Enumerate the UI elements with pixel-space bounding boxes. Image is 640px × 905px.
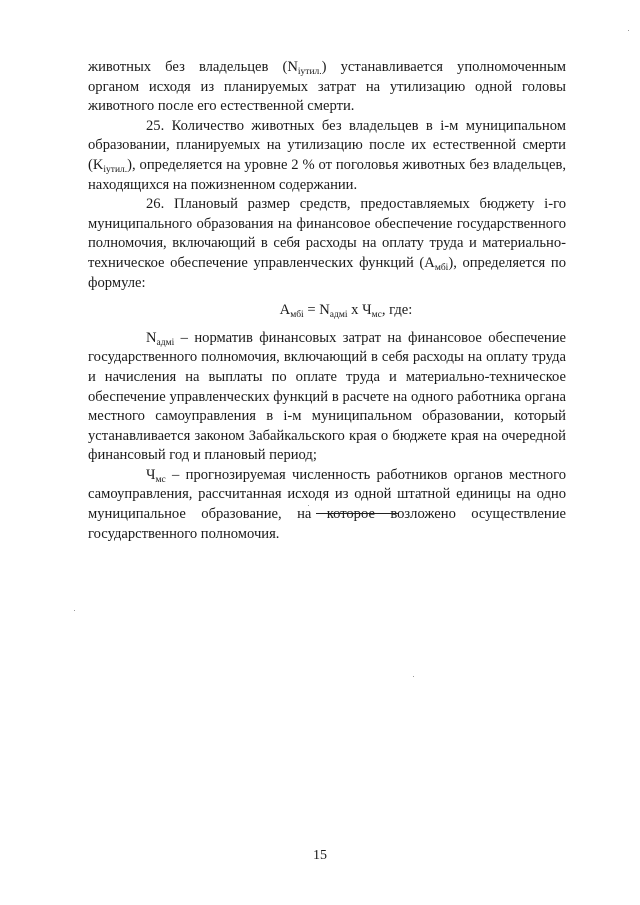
definition-n-adm: $N_{адмi}$ – норматив финансовых затрат на финансовое обеспечение государственного полномочия, включающий в себя расходы на оплату труда и начисления на выплаты по оплате труда и материально-техническое обеспечение управленческих функций в расчете на одного работника органа местного самоуправления в i-м муниципальном образовании, который устанавливается законом Забайкальского края о бюджете края на очередной финансовый год и плановый период; xyxy=(88,329,566,464)
paragraph-25: 25. Количество животных без владельцев в i-м муниципальном образовании, планируемых на утилизацию после их естественной смерти $(K_{iутил.})$, определяется на уровне 2 % от поголовья животных без владельцев, находящихся на пожизненном содержании. xyxy=(88,117,566,193)
definition-ch-ms: $Ч_{мс}$ – прогнозируемая численность работников органов местного самоуправления, рассчитанная исходя из одной штатной единицы на одно муниципальное образование, на которое возложено осуществление государственного полномочия. xyxy=(88,466,566,542)
body-text xyxy=(88,58,566,544)
paragraph-continuation: животных без владельцев $(N_{iутил.})$ устанавливается уполномоченным органом исходя из планируемых затрат на утилизацию одной головы животного после его естественной смерти. xyxy=(88,59,566,115)
formula: $A_{мбi} = N_{адмi}$ x $Ч_{мс}$, где: xyxy=(279,302,413,321)
paragraph-26: 26. Плановый размер средств, предоставляемых бюджету i-го муниципального образования на финансовое обеспечение государственного полномочия, включающий в себя расходы на оплату труда и материально-техническое обеспечение управленческих функций $(A_{мбi})$, определяется по формуле: xyxy=(88,196,566,291)
page-number: 15 xyxy=(313,848,327,863)
scan-speck xyxy=(308,505,309,506)
scan-speck xyxy=(413,676,414,677)
scan-speck xyxy=(74,610,75,611)
end-divider-line xyxy=(316,513,398,514)
scan-speck xyxy=(628,30,629,31)
